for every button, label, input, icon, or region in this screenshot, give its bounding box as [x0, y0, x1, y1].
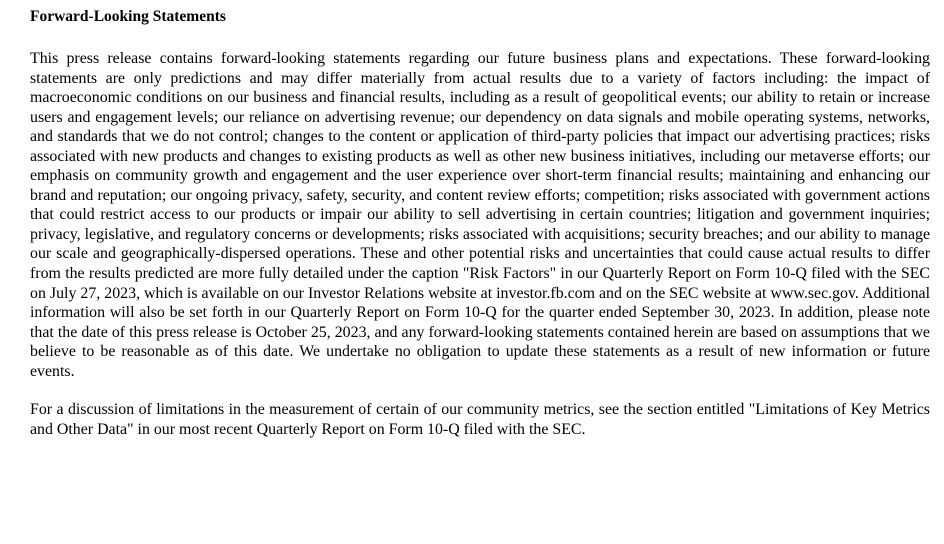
metrics-limitations-paragraph: For a discussion of limitations in the measurement of certain of our community metrics, see the section entitled "Limitations of Key Metrics and Other Data" in our most recent Quarterly Report on Form 10-Q filed with the SEC. — [30, 401, 930, 438]
forward-looking-paragraph: This press release contains forward-looking statements regarding our future business plans and expectations. These forward-looking statements are only predictions and may differ materially from actual results due to a variety of factors including: the impact of macroeconomic conditions on our business and financial results, including as a result of geopolitical events; our ability to retain or increase users and engagement levels; our reliance on advertising revenue; our dependency on data signals and mobile operating systems, networks, and standards that we do not control; changes to the content or application of third-party policies that impact our advertising practices; risks associated with new products and changes to existing products as well as other new business initiatives, including our metaverse efforts; our emphasis on community growth and engagement and the user experience over short-term financial results; maintaining and enhancing our brand and reputation; our ongoing privacy, safety, security, and content review efforts; competition; risks associated with government actions that could restrict access to our products or impair our ability to sell advertising in certain countries; litigation and government inquiries; privacy, legislative, and regulatory concerns or developments; risks associated with acquisitions; security breaches; and our ability to manage our scale and geographically-dispersed operations. These and other potential risks and uncertainties that could cause actual results to differ from the results predicted are more fully detailed under the caption "Risk Factors" in our Quarterly Report on Form 10-Q filed with the SEC on July 27, 2023, which is available on our Investor Relations website at investor.fb.com and on the SEC website at www.sec.gov. Additional information will also be set forth in our Quarterly Report on Form 10-Q for the quarter ended September 30, 2023. In addition, please note that the date of this press release is October 25, 2023, and any forward-looking statements contained herein are based on assumptions that we believe to be reasonable as of this date. We undertake no obligation to update these statements as a result of new information or future events. — [30, 50, 930, 380]
section-heading: Forward-Looking Statements — [30, 8, 226, 25]
